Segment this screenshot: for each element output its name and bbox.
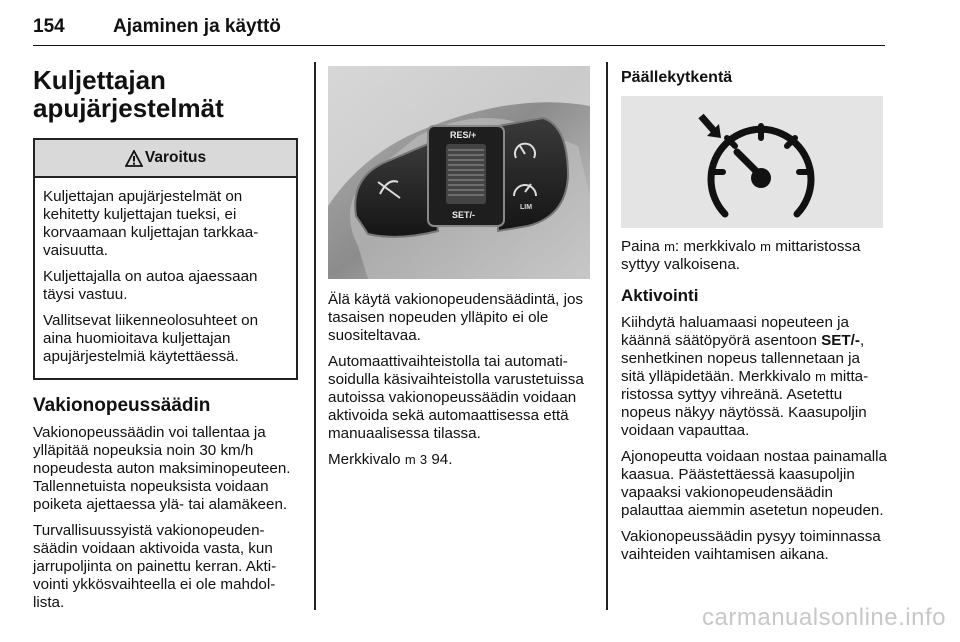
right-column [621, 66, 887, 572]
lim-label: LIM [520, 204, 533, 211]
switch-on-text: : merkkivalo [674, 238, 761, 255]
res-label: RES/+ [450, 130, 477, 140]
watermark: carmanualsonline.info [702, 604, 946, 631]
body-paragraph: Vakionopeussäädin voi tallentaa ja ylläpitää nopeuksia noin 30 km/h nopeudesta auton maksiminopeuteen. Tallennetuista nopeuksista voidaan poiketa ajettaessa ylä- tai alamäkeen. [33, 424, 291, 513]
set-label: SET/- [452, 210, 476, 220]
activation-title: Aktivointi [621, 286, 699, 305]
cruise-indicator-icon: m [664, 239, 675, 254]
reference-text: Merkkivalo [328, 451, 405, 468]
switch-on-title: Päällekytkentä [621, 69, 733, 86]
page-header [33, 8, 885, 46]
header-title: Ajaminen ja käyttö [113, 16, 281, 37]
warning-paragraph: Kuljettajan apujärjestelmät on kehitetty kuljettajan tueksi, ei korvaamaan kuljettajan tarkkaavaisuutta. [43, 188, 259, 259]
body-paragraph: Vakionopeussäädin pysyy toiminnassa vaihteiden vaihtamisen aikana. [621, 528, 881, 563]
left-column [33, 66, 298, 620]
column-divider-1 [314, 62, 316, 610]
warning-icon [125, 150, 143, 167]
column-divider-2 [606, 62, 608, 610]
switch-on-paragraph [621, 238, 887, 274]
body-paragraph: Älä käytä vakionopeudensäädintä, jos tasaisen nopeuden ylläpito ei ole suositeltavaa. [328, 291, 583, 344]
switch-on-text: mittaristossa syttyy valkoisena. [621, 238, 861, 273]
cruise-control-gauge-image [621, 96, 883, 228]
middle-column [328, 66, 591, 477]
page-number: 154 [33, 16, 65, 37]
switch-on-text: Paina [621, 238, 665, 255]
warning-header [35, 140, 296, 178]
activation-text: Kiihdytä haluamaasi nopeuteen ja käännä säätöpyörä asentoon [621, 314, 849, 349]
body-paragraph: Ajonopeutta voidaan nostaa painamalla kaasua. Päästettäessä kaasupoljin vapaaksi vakionopeudensäädin palauttaa aiemmin asetetun nopeuden. [621, 448, 887, 519]
warning-label: Varoitus [144, 149, 207, 166]
activation-text: mittaristossa syttyy vihreänä. Asetettu nopeus näkyy näytössä. Kaasupoljin voidaan vapauttaa. [621, 368, 869, 439]
page-arrow-icon: 3 [419, 452, 428, 467]
cruise-indicator-icon: m [760, 239, 772, 254]
main-title: Kuljettajan apujärjestelmät [33, 65, 224, 123]
warning-paragraph: Vallitsevat liikenneolosuhteet on aina huomioitava kuljettajan apujärjestelmiä käytettäessä. [43, 312, 259, 365]
warning-box [33, 138, 298, 380]
body-paragraph: Automaattivaihteistolla tai automatisoidulla käsivaihteistolla varustetuissa autoissa vakionopeussäädin voidaan aktivoida sekä automaattisessa että manuaalisessa tilassa. [328, 353, 584, 442]
steering-wheel-controls-image [328, 66, 590, 279]
reference-paragraph [328, 451, 591, 469]
body-paragraph: Turvallisuussyistä vakionopeudensäädin voidaan aktivoida vasta, kun jarrupoljinta on painettu kerran. Aktivointi ykkösvaihteella ei ole mahdollista. [33, 522, 277, 611]
section-title: Vakionopeussäädin [33, 395, 211, 416]
warning-body [35, 178, 296, 378]
activation-paragraph [621, 314, 887, 440]
warning-paragraph: Kuljettajalla on autoa ajaessaan täysi vastuu. [43, 268, 258, 303]
activation-text: , senhetkinen nopeus tallennetaan ja sitä ylläpidetään. Merkkivalo [621, 332, 865, 385]
set-label-inline: SET/- [821, 332, 860, 349]
cruise-indicator-icon: m [404, 452, 416, 467]
cruise-indicator-icon: m [815, 369, 826, 384]
reference-page: 94. [427, 451, 453, 468]
